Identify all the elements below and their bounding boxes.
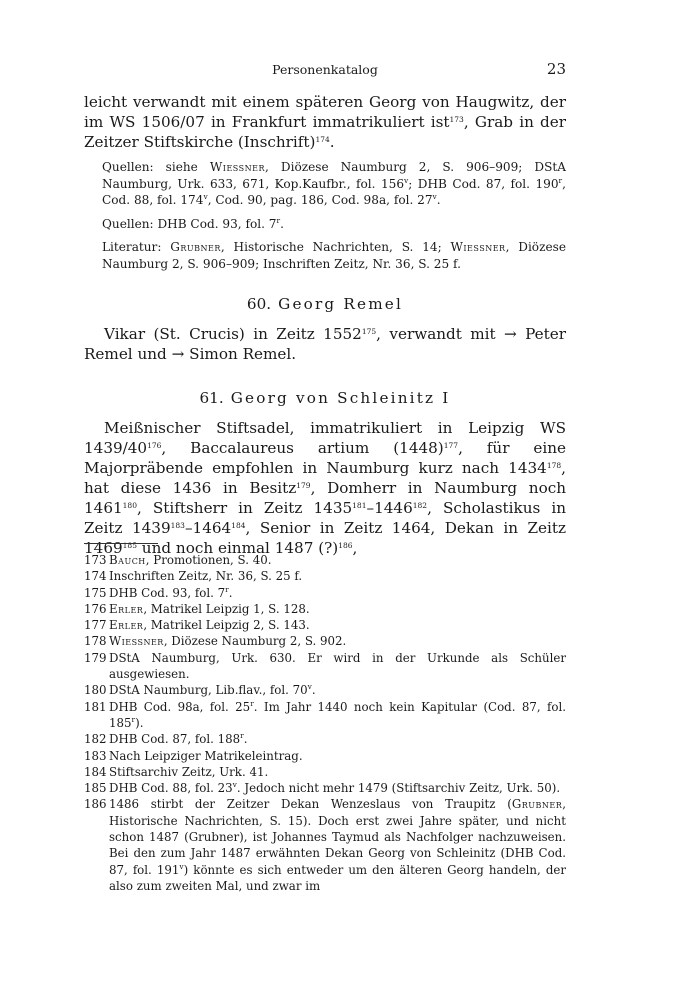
folio-sup: v xyxy=(432,192,437,201)
footnote-rest: , Diözese Naumburg 2, S. 902. xyxy=(163,634,347,649)
entry-text: –1446 xyxy=(366,499,413,517)
footnote-text: DStA Naumburg, Urk. 630. Er wird in der Urkunde als Schüler ausgewiesen. xyxy=(109,650,566,682)
footnote-text xyxy=(109,796,566,894)
footnote-rest: , Matrikel Leipzig 1, S. 128. xyxy=(143,601,310,616)
folio-sup: v xyxy=(232,780,237,790)
footnote-rest: DHB Cod. 93, fol. 7 xyxy=(109,585,226,600)
author-name: Bauch xyxy=(109,553,146,567)
footnote-number: 185 xyxy=(84,781,107,796)
footnote-rest: DStA Naumburg, Lib.flav., fol. 70 xyxy=(109,683,308,698)
footnote-separator xyxy=(84,543,158,544)
entry-name: Georg von Schleinitz I xyxy=(230,389,451,407)
entry-text: , Senior in Zeitz 1464, Dekan in Zeitz 1469 xyxy=(84,519,566,557)
footnote-177 xyxy=(84,617,566,633)
footnote-rest: , Historische Nachrichten, S. 15). Doch erst zwei Jahre später, und nicht schon 1487 (Grubner), ist Johannes Taymud als Nachfolger nachzuweisen. Bei den zum Jahr 1487 erwähnten Dekan Georg von Schleinitz (DHB Cod. 87, fol. 191 xyxy=(109,797,566,877)
footnote-175 xyxy=(84,585,566,601)
intro-text: . xyxy=(329,133,335,151)
footnote-text xyxy=(109,552,566,568)
footnote-rest: . xyxy=(228,585,233,600)
sources-block-2 xyxy=(102,216,566,233)
footnote-number: 182 xyxy=(84,732,107,747)
folio-sup: r xyxy=(250,698,254,708)
footnote-ref-181: 181 xyxy=(352,501,367,510)
footnote-ref-175: 175 xyxy=(361,327,377,336)
footnotes xyxy=(84,552,566,894)
footnote-176 xyxy=(84,601,566,617)
footnote-182 xyxy=(84,731,566,747)
folio-sup: v xyxy=(179,861,184,871)
entry-text: , Stiftsherr in Zeitz 1435 xyxy=(136,499,353,517)
footnote-number: 180 xyxy=(84,683,107,698)
footnote-rest: ) könnte es sich entweder um den älteren Georg handeln, der also zum zweiten Mal, und zwar im xyxy=(109,862,566,893)
sources-block xyxy=(102,159,566,209)
folio-sup: r xyxy=(225,584,229,594)
footnote-number: 176 xyxy=(84,601,107,616)
sources-label: Quellen: siehe xyxy=(102,160,210,174)
running-head xyxy=(84,62,566,82)
footnote-ref-174: 174 xyxy=(315,135,330,144)
footnote-number: 184 xyxy=(84,764,107,779)
folio-sup: r xyxy=(558,175,563,185)
footnote-text xyxy=(109,780,566,796)
footnote-text xyxy=(109,617,566,633)
footnote-rest: DHB Cod. 98a, fol. 25 xyxy=(109,699,251,714)
footnote-ref-177: 177 xyxy=(443,441,459,450)
footnote-rest: DHB Cod. 88, fol. 23 xyxy=(109,781,233,796)
sources-text: , Cod. 88, fol. 174 xyxy=(102,176,566,207)
footnote-184 xyxy=(84,764,566,780)
footnote-ref-179: 179 xyxy=(296,481,311,490)
footnote-ref-178: 178 xyxy=(546,461,562,470)
footnote-rest: , Promotionen, S. 40. xyxy=(145,553,272,567)
entry-text: , für eine Majorpräbende empfohlen in Naumburg kurz nach 1434 xyxy=(84,439,566,477)
sources-text: ; DHB Cod. 87, fol. 190 xyxy=(408,176,559,191)
intro-text: in Frankfurt immatrikuliert ist xyxy=(210,113,450,131)
intro-line1: leicht verwandt mit einem späteren Georg von Haugwitz, der im WS 1506/07 xyxy=(84,93,566,131)
entry-heading-60 xyxy=(84,294,566,314)
footnote-ref-185: 185 xyxy=(122,541,137,550)
author-name: Erler xyxy=(109,618,144,633)
folio-sup: r xyxy=(240,731,244,741)
entry-text: –1464 xyxy=(184,519,232,537)
footnote-text: Inschriften Zeitz, Nr. 36, S. 25 f. xyxy=(109,569,303,584)
entry-text: , Scholastikus in Zeitz 1439 xyxy=(84,499,566,537)
footnote-number: 183 xyxy=(84,748,107,763)
footnote-rest: . xyxy=(311,683,316,698)
folio-sup: r xyxy=(276,215,281,225)
folio-sup: v xyxy=(203,192,208,201)
footnote-text: Stiftsarchiv Zeitz, Urk. 41. xyxy=(109,764,269,779)
footnote-text xyxy=(109,682,566,698)
footnote-text xyxy=(109,699,566,732)
footnote-number: 181 xyxy=(84,699,107,714)
literature-label: Literatur: xyxy=(102,240,171,254)
author-name: Grubner xyxy=(511,797,563,812)
entry-text: , Domherr in Naumburg noch 1461 xyxy=(84,479,567,517)
literature-text: , Diözese Naumburg 2, S. 906–909; Inschriften Zeitz, Nr. 36, S. 25 f. xyxy=(102,240,566,271)
entry-text: Meißnischer Stiftsadel, immatrikuliert in Leipzig WS 1439/40 xyxy=(84,419,566,457)
footnote-number: 179 xyxy=(84,650,107,665)
author-name: Wiessner xyxy=(109,634,164,649)
footnote-186 xyxy=(84,796,566,894)
footnote-ref-182: 182 xyxy=(412,501,428,510)
sources-text: . xyxy=(280,216,284,231)
entry-60-text xyxy=(84,324,566,364)
sources-text: , Cod. 90, pag. 186, Cod. 98a, fol. 27 xyxy=(207,193,433,207)
entry-number: 61. xyxy=(199,389,224,407)
footnote-179 xyxy=(84,650,566,683)
footnote-text: Nach Leipziger Matrikeleintrag. xyxy=(109,748,303,763)
footnote-rest: . Im Jahr 1440 noch kein Kapitular (Cod. 87, fol. 185 xyxy=(109,699,566,730)
entry-text: , verwandt mit → Peter Remel und → Simon Remel. xyxy=(84,325,566,363)
author-wiessner: Wiessner xyxy=(209,160,265,174)
footnote-ref-184: 184 xyxy=(231,521,246,530)
footnote-181 xyxy=(84,699,566,732)
intro-text: , Grab in der Zeitzer Stiftskirche (Inschrift) xyxy=(84,113,567,151)
folio-sup: v xyxy=(404,175,409,185)
footnote-text xyxy=(109,633,566,649)
running-title: Personenkatalog xyxy=(272,62,378,77)
page-number: 23 xyxy=(546,60,566,78)
footnote-rest: . Jedoch nicht mehr 1479 (Stiftsarchiv Zeitz, Urk. 50). xyxy=(236,781,561,796)
footnote-number: 174 xyxy=(84,569,107,584)
footnote-number: 175 xyxy=(84,585,107,600)
footnote-ref-186: 186 xyxy=(338,541,353,550)
footnote-number: 177 xyxy=(84,618,107,633)
footnote-text xyxy=(109,601,566,617)
entry-text: und noch einmal 1487 (?) xyxy=(136,539,339,557)
footnote-number: 186 xyxy=(84,797,107,812)
sources-text: , Diözese Naumburg 2, S. 906–909; DStA Naumburg, Urk. 633, 671, Kop.Kaufbr., fol. 156 xyxy=(102,160,566,191)
entry-number: 60. xyxy=(246,295,272,313)
sources-text: Quellen: DHB Cod. 93, fol. 7 xyxy=(102,216,277,231)
author-wiessner: Wiessner xyxy=(450,240,506,254)
literature-text: , Historische Nachrichten, S. 14; xyxy=(220,240,451,254)
author-grubner: Grubner xyxy=(170,240,221,254)
entry-text: , hat diese 1436 in Besitz xyxy=(84,459,566,497)
footnote-rest: 1486 stirbt der Zeitzer Dekan Wenzeslaus von Traupitz ( xyxy=(109,797,512,812)
footnote-ref-183: 183 xyxy=(170,521,185,530)
entry-name: Georg Remel xyxy=(278,295,404,313)
entry-61-text xyxy=(84,418,566,558)
folio-sup: v xyxy=(307,682,312,692)
footnote-text xyxy=(109,731,566,747)
footnote-number: 173 xyxy=(84,553,107,567)
footnote-rest: . xyxy=(243,732,248,747)
footnote-text xyxy=(109,585,566,601)
footnote-ref-173: 173 xyxy=(449,115,464,124)
footnote-180 xyxy=(84,682,566,698)
footnote-174 xyxy=(84,568,566,584)
entry-text: , xyxy=(352,539,358,557)
footnote-178 xyxy=(84,633,566,649)
literature-block xyxy=(102,239,566,272)
author-name: Erler xyxy=(109,601,144,616)
footnote-number: 178 xyxy=(84,634,107,649)
footnote-173 xyxy=(84,552,566,568)
main-text xyxy=(84,92,566,558)
sources-text: . xyxy=(436,193,441,207)
footnote-rest: DHB Cod. 87, fol. 188 xyxy=(109,732,241,747)
entry-text: Vikar (St. Crucis) in Zeitz 1552 xyxy=(104,325,362,343)
intro-paragraph xyxy=(84,92,566,152)
footnote-rest: , Matrikel Leipzig 2, S. 143. xyxy=(143,618,310,633)
folio-sup: r xyxy=(131,714,136,724)
entry-text: , Baccalaureus artium (1448) xyxy=(161,439,444,457)
footnote-185 xyxy=(84,780,566,796)
footnote-ref-176: 176 xyxy=(147,441,162,450)
footnote-183 xyxy=(84,748,566,764)
footnote-rest: ). xyxy=(135,715,144,730)
footnote-ref-180: 180 xyxy=(122,501,137,510)
entry-heading-61 xyxy=(84,388,566,408)
